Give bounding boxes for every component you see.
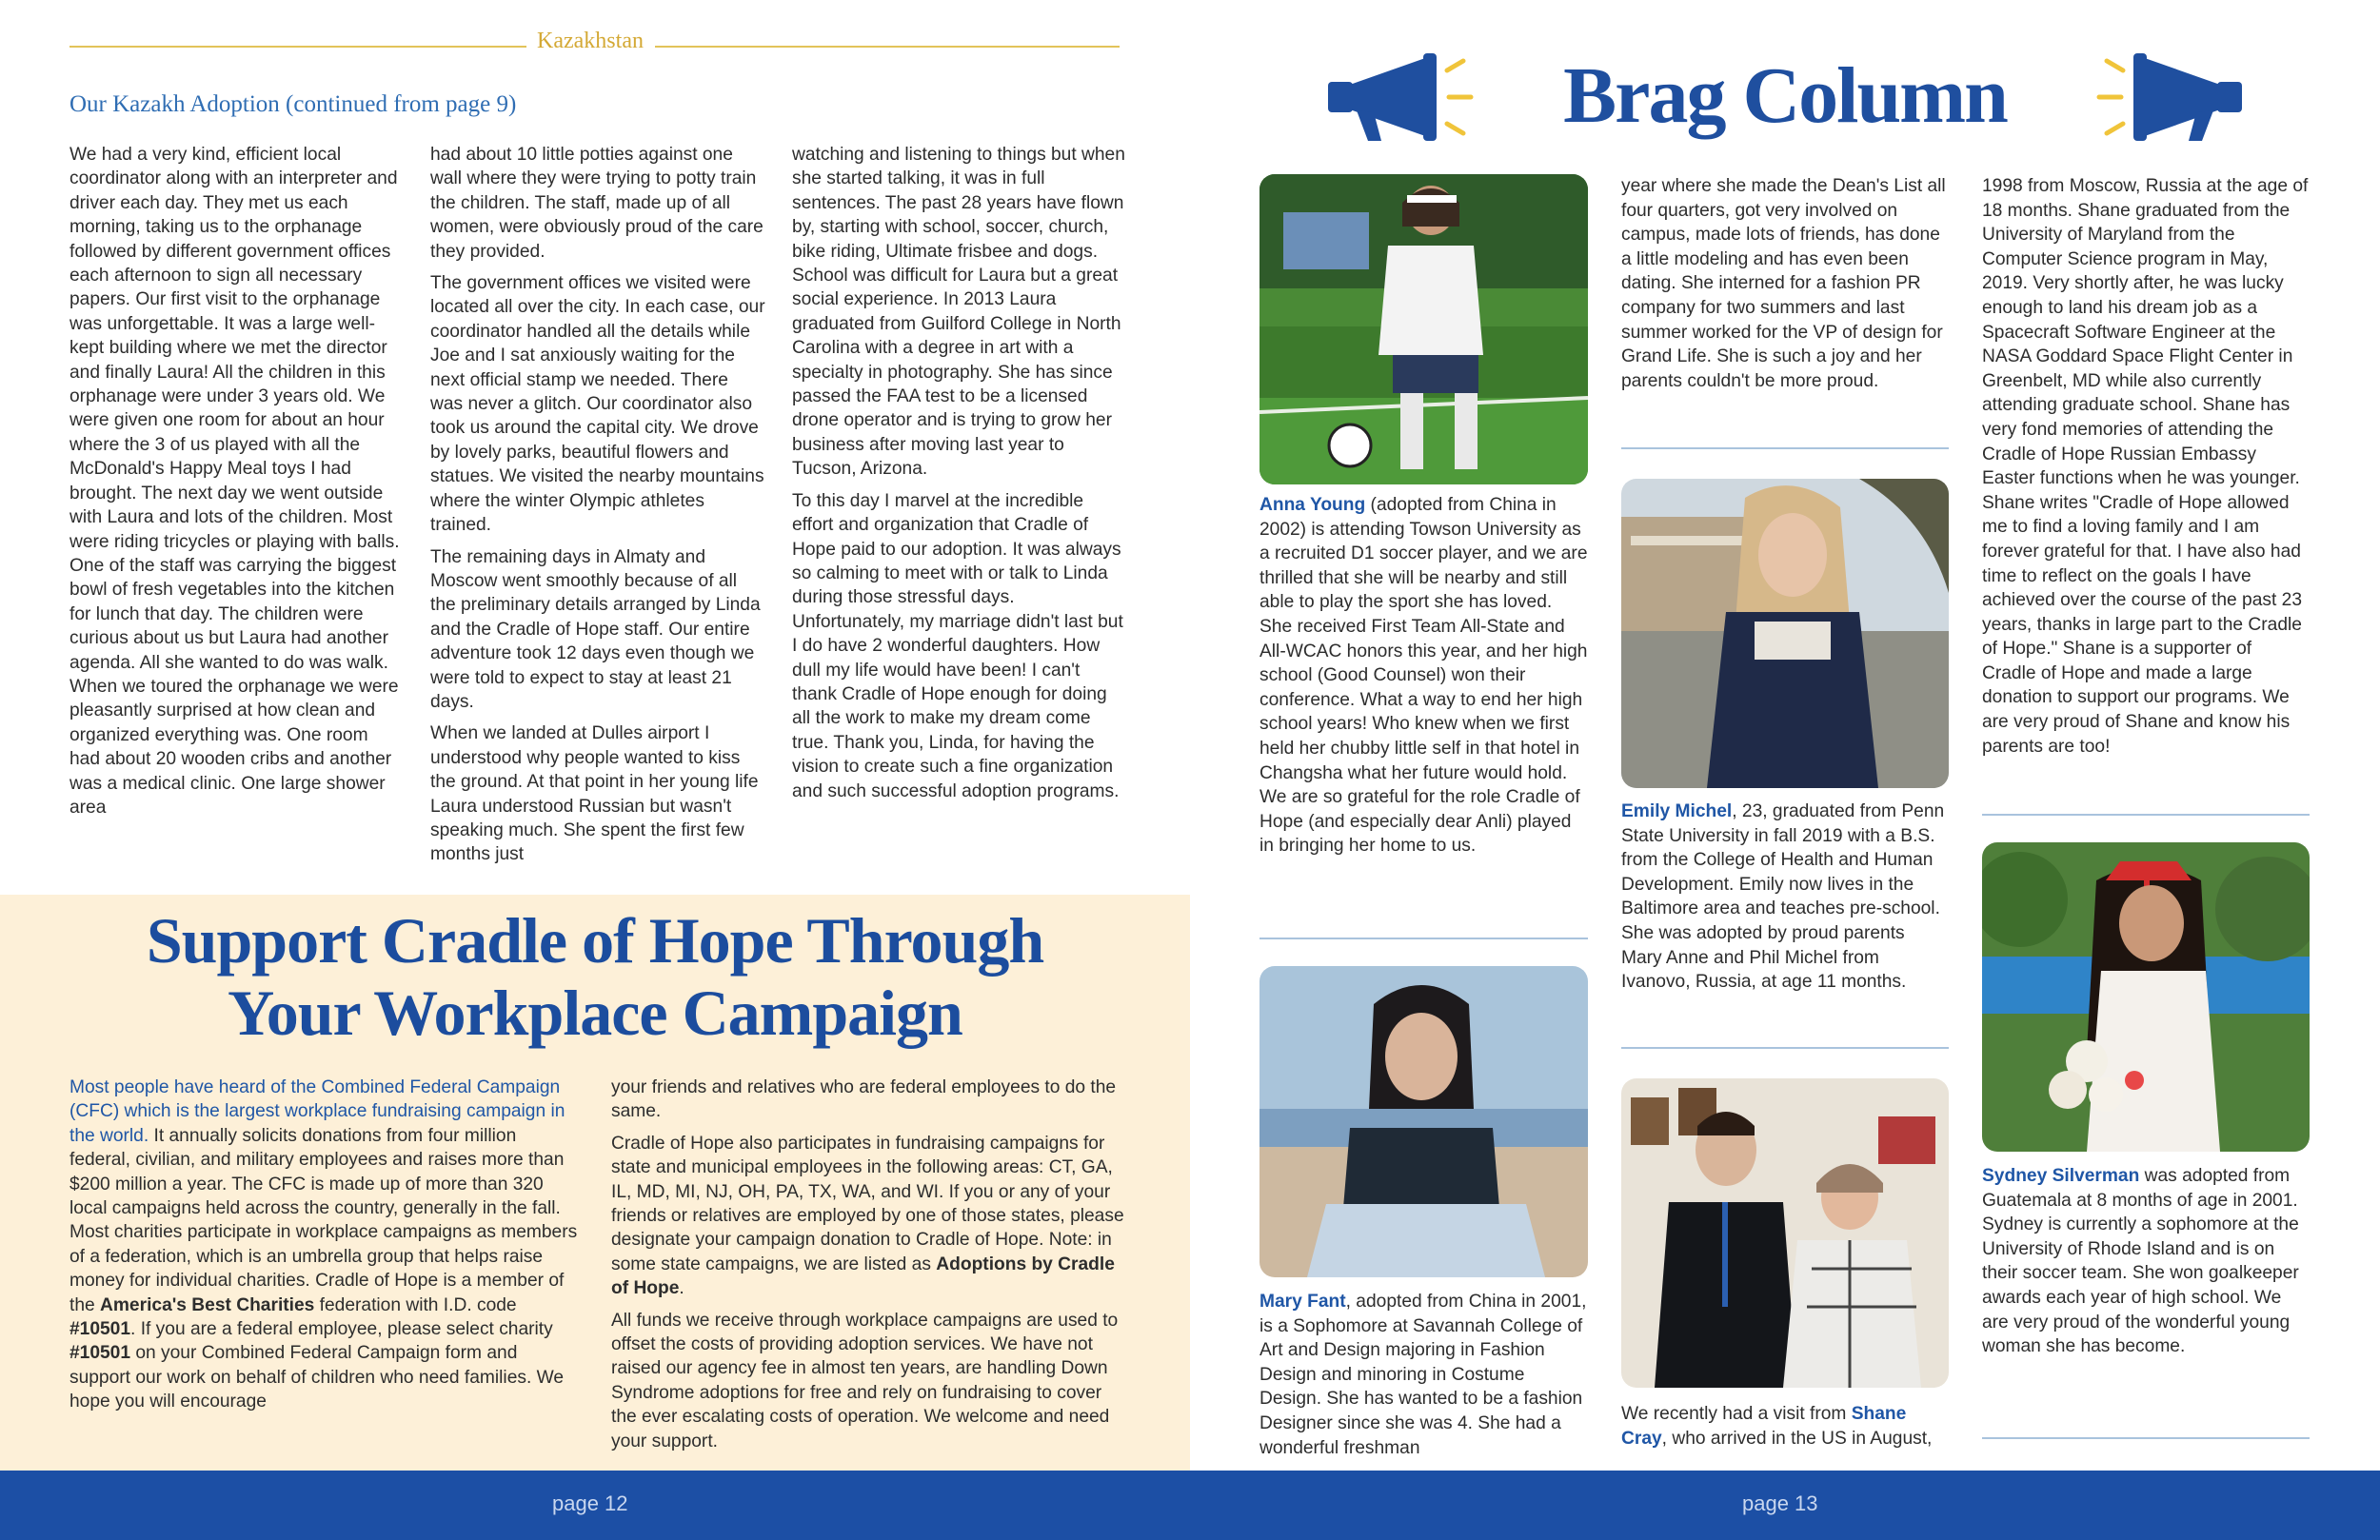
caption-shane-cray (1621, 1402, 1949, 1451)
support-title (0, 904, 1190, 1049)
support-panel (0, 895, 1190, 1471)
article-paragraph: The remaining days in Almaty and Moscow went smoothly because of all the preliminary details arranged by Linda and the Cradle of Hope staff. Our entire adventure took 12 days even though we were told to expect to stay at least 21 days. (430, 546, 761, 712)
photo-shane-cray (1621, 1078, 1949, 1388)
divider (1982, 1437, 2310, 1439)
article-paragraph: We had a very kind, efficient local coordinator along with an interpreter and driver each day. They met us each morning, taking us to the orphanage followed by different government offices each afternoon to sign all necessary papers. Our first visit to the orphanage was unforgettable. It was a large well-kept building where we met the director and finally Laura! All the children in this orphanage were under 3 years old. We were given one room for about an hour where the 3 of us played with all the McDonald's Happy Meal toys I had brought. The next day we went outside with Laura and lots of the children. Most were riding tricycles or playing with balls. One of the staff was carrying the biggest bowl of fresh vegetables into the kitchen for lunch that day. The children were curious about us but Laura had another agenda. All she wanted to do was walk. When we toured the orphanage we were pleasantly surprised at how clean and organized everything was. One room had about 20 wooden cribs and another was a medical clinic. One large shower area (69, 145, 400, 818)
name-shane-cray: Shane Cray (1621, 1404, 1907, 1449)
cfc-lead: Most people have heard of the Combined Federal Campaign (CFC) which is the largest workplace fundraising campaign in the world. (69, 1077, 565, 1146)
name-mary-fant: Mary Fant (1259, 1292, 1346, 1312)
text-run: . (679, 1278, 684, 1299)
divider (1621, 447, 1949, 449)
page-number-left: page 12 (552, 1491, 628, 1515)
federation-name: America's Best Charities (100, 1294, 315, 1315)
name-emily-michel: Emily Michel (1621, 801, 1733, 821)
divider (1621, 1047, 1949, 1049)
photo-mary-fant (1259, 966, 1588, 1277)
article-paragraph: To this day I marvel at the incredible effort and organization that Cradle of Hope paid to our adoption. It was always so calming to meet with or talk to Linda during those stressful days. Unfortunately, my marriage didn't last but I do have 2 wonderful daughters. How dull my life would have been! I can't thank Cradle of Hope enough for doing all the work to make my dream come true. Thank you, Linda, for having the vision to create such a fine organization and such successful adoption programs. (792, 490, 1123, 801)
megaphone-right-icon (2090, 49, 2251, 145)
photo-sydney-silverman (1982, 842, 2310, 1152)
caption-sydney-silverman (1982, 1164, 2310, 1359)
article-column-2 (430, 143, 765, 875)
text-run: , adopted from China in 2001, is a Sophomore at Savannah College of Art and Design majoring in Fashion Design and minoring in Costume Design. She has wanted to be a fashion Designer since she was 4. She had a wonderful freshman (1259, 1292, 1587, 1458)
article-column-1 (69, 143, 403, 827)
caption-mary-fant-continued: year where she made the Dean's List all four quarters, got very involved on campus, made lots of friends, has done a little modeling and has even been dating. She interned for a fashion PR company for two summers and last summer worked for the VP of design for Grand Life. She is such a joy and her parents couldn't be more proud. (1621, 176, 1946, 391)
caption-shane-cray-continued: 1998 from Moscow, Russia at the age of 18 months. Shane graduated from the University of Maryland from the Computer Science program in May, 2019. Very shortly after, he was lucky enough to land his dream job as a Spacecraft Software Engineer at the NASA Goddard Space Flight Center in Greenbelt, MD while also currently attending graduate school. Shane has very fond memories of attending the Cradle of Hope Russian Embassy Easter functions when he was younger. Shane writes "Cradle of Hope allowed me to find a loving family and I am forever grateful for that. I have also had time to reflect on the goals I have achieved over the course of the past 23 years, thanks in large part to the Cradle of Hope." Shane is a supporter of Cradle of Hope and made a large donation to support our programs. We are very proud of Shane and know his parents are too! (1982, 176, 2309, 757)
text-run: federation with I.D. code (314, 1294, 517, 1315)
text-run: We recently had a visit from (1621, 1404, 1852, 1424)
article-paragraph: The government offices we visited were located all over the city. In each case, our coordinator handled all the details while Joe and I sat anxiously waiting for the next official stamp we needed. There was never a glitch. Our coordinator also took us around the capital city. We drove by lovely parks, beautiful flowers and statues. We visited the nearby mountains where the winter Olympic athletes trained. (430, 273, 765, 536)
text-run: , 23, graduated from Penn State University in fall 2019 with a B.S. from the College of Health and Human Development. Emily now lives in the Baltimore area and teaches pre-school. She was adopted by proud parents Mary Anne and Phil Michel from Ivanovo, Russia, at age 11 months. (1621, 801, 1945, 993)
support-column-1 (69, 1076, 579, 1422)
text-run: , who arrived in the US in August, (1661, 1428, 1933, 1449)
support-paragraph: your friends and relatives who are federal employees to do the same. (611, 1077, 1117, 1122)
support-title-line-1: Support Cradle of Hope Through (146, 904, 1044, 977)
text-run: Cradle of Hope also participates in fundraising campaigns for state and municipal employees in the following areas: CT, GA, IL, MD, MI, NJ, OH, PA, TX, WA, and WI. If you or any of your friends or relatives are employed by one of those states, please designate your campaign donation to Cradle of Hope. Note: in some state campaigns, we are listed as (611, 1133, 1124, 1274)
caption-anna-young (1259, 493, 1588, 859)
divider (1259, 938, 1588, 939)
article-subtitle: Our Kazakh Adoption (continued from page 9) (69, 91, 517, 117)
name-anna-young: Anna Young (1259, 495, 1366, 515)
megaphone-left-icon (1319, 49, 1480, 145)
charity-code: #10501 (69, 1319, 131, 1340)
header-rule-right (655, 46, 1120, 48)
support-paragraph: All funds we receive through workplace campaigns are used to offset the costs of providing adoption services. We have not raised our agency fee in almost ten years, are handling Down Syndrome adoptions for free and rely on fundraising to cover the ever escalating costs of operation. We welcome and need your support. (611, 1310, 1119, 1451)
text-run: (adopted from China in 2002) is attending Towson University as a recruited D1 soccer player, and we are thrilled that she will be nearby and still able to play the sport she has loved. She received First Team All-State and All-WCAC honors this year, and her high school (Good Counsel) won their conference. What a way to end her high school years! Who knew when we first held her chubby little self in that hotel in Changsha what her future would hold. We are so grateful for the role Cradle of Hope (and especially dear Anli) played in bringing her home to us. (1259, 495, 1588, 857)
photo-emily-michel (1621, 479, 1949, 788)
support-column-2 (611, 1076, 1125, 1461)
article-paragraph: watching and listening to things but when she started talking, it was in full sentences. The past 28 years have flown by, starting with school, soccer, church, bike riding, Ultimate frisbee and dogs. School was difficult for Laura but a great social experience. In 2013 Laura graduated from Guilford College in North Carolina with a degree in art with a specialty in photography. She has since passed the FAA test to be a licensed drone operator and is trying to grow her business after moving last year to Tucson, Arizona. (792, 145, 1125, 480)
caption-mary-fant (1259, 1290, 1588, 1460)
article-column-3 (792, 143, 1125, 811)
text-run: was adopted from Guatemala at 8 months of age in 2001. Sydney is currently a sophomore at the University of Rhode Island and is on their soccer team. She won goalkeeper awards each year of high school. We are very proud of the wonderful young woman she has become. (1982, 1166, 2299, 1357)
support-paragraph (611, 1132, 1125, 1301)
support-paragraph (69, 1076, 579, 1414)
divider (1982, 814, 2310, 816)
article-paragraph: When we landed at Dulles airport I understood why people wanted to kiss the ground. At that point in her young life Laura understood Russian but wasn't speaking much. She spent the first few months just (430, 723, 759, 865)
text-run: . If you are a federal employee, please select charity (130, 1319, 553, 1340)
section-header: Kazakhstan (537, 29, 644, 53)
article-paragraph: had about 10 little potties against one wall where they were trying to potty train the children. The staff, made up of all women, were obviously proud of the care they provided. (430, 145, 764, 262)
page-number-right: page 13 (1742, 1491, 1818, 1515)
name-sydney-silverman: Sydney Silverman (1982, 1166, 2140, 1186)
photo-anna-young (1259, 174, 1588, 484)
footer-bar (0, 1471, 2380, 1540)
charity-code: #10501 (69, 1343, 131, 1364)
listing-name: Adoptions by Cradle of Hope (611, 1254, 1115, 1299)
header-rule-left (69, 46, 526, 48)
caption-emily-michel (1621, 800, 1949, 995)
support-title-line-2: Your Workplace Campaign (228, 977, 962, 1049)
brag-column-title: Brag Column (1563, 51, 2007, 140)
text-run: on your Combined Federal Campaign form and support our work on behalf of children who need families. We hope you will encourage (69, 1343, 565, 1412)
text-run: It annually solicits donations from four million federal, civilian, and military employees and raises more than $200 million a year. The CFC is made up of more than 320 local campaigns held across the country, generally in the fall. Most charities participate in workplace campaigns as members of a federation, which is an umbrella group that helps raise money for individual charities. Cradle of Hope is a member of the (69, 1125, 578, 1315)
